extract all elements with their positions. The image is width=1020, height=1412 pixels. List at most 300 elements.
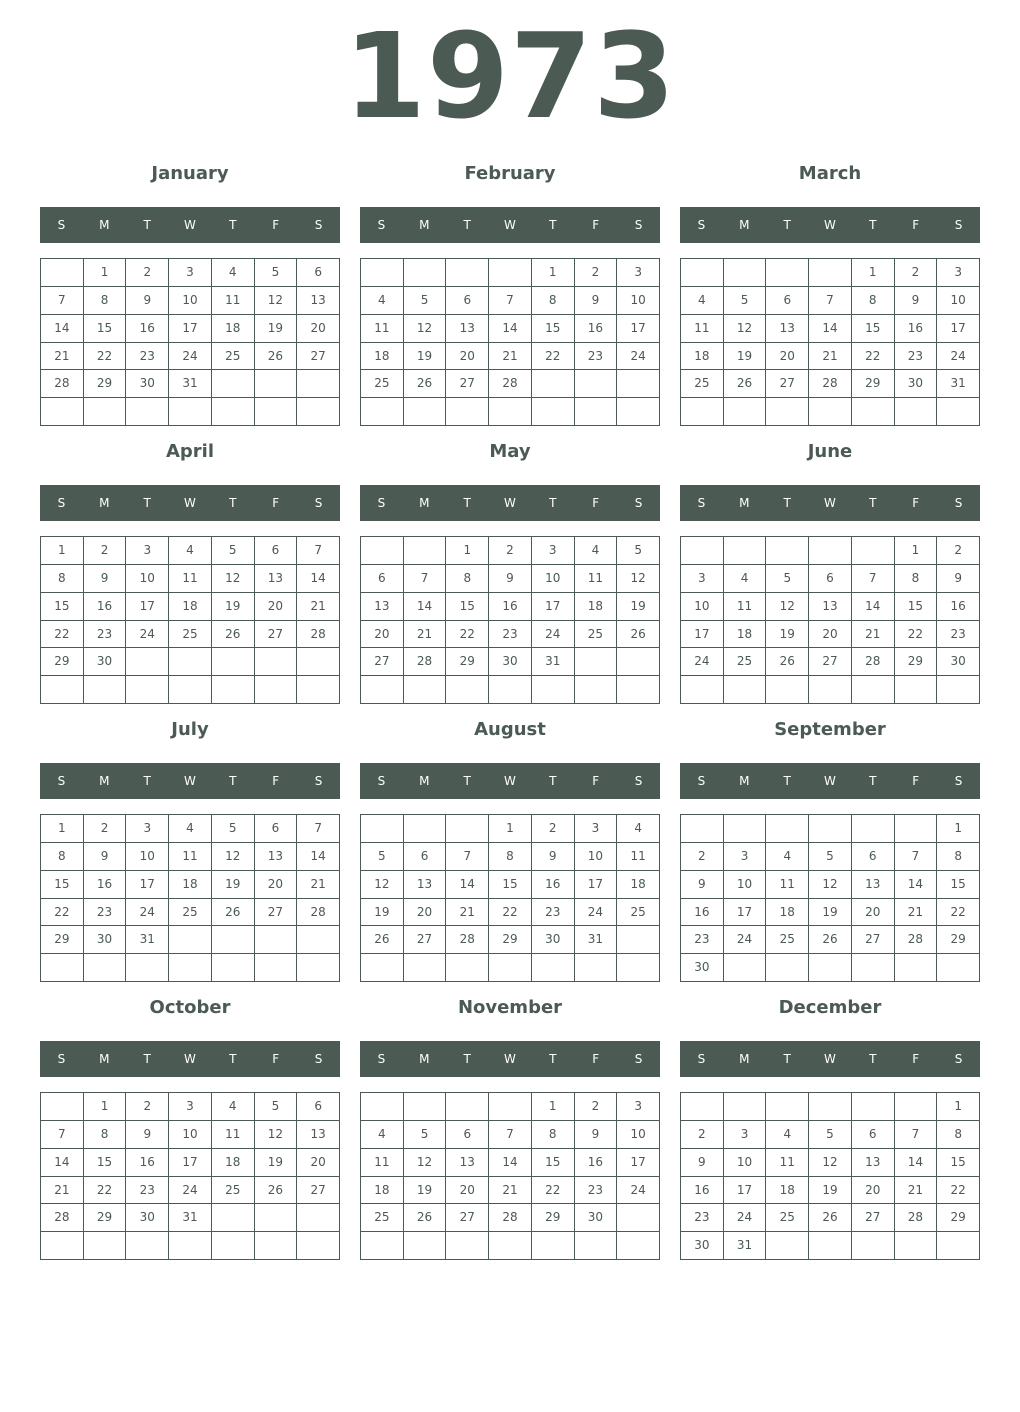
day-cell: 3 bbox=[724, 843, 767, 871]
weekday-label: F bbox=[592, 496, 600, 510]
day-cell: 11 bbox=[575, 565, 618, 593]
empty-cell bbox=[617, 648, 660, 676]
empty-cell bbox=[809, 1232, 852, 1260]
weekday-label: F bbox=[592, 774, 600, 788]
day-cell: 9 bbox=[126, 287, 169, 315]
weekday-label: M bbox=[419, 496, 430, 510]
day-cell: 3 bbox=[617, 1093, 660, 1121]
day-cell: 17 bbox=[681, 621, 724, 649]
day-cell: 20 bbox=[852, 899, 895, 927]
empty-cell bbox=[361, 259, 404, 287]
weekday-label: S bbox=[314, 774, 323, 788]
day-cell: 19 bbox=[255, 1149, 298, 1177]
month-name: March bbox=[798, 163, 862, 184]
empty-cell bbox=[255, 926, 298, 954]
empty-cell bbox=[126, 1232, 169, 1260]
empty-cell bbox=[212, 954, 255, 982]
empty-cell bbox=[895, 1093, 938, 1121]
day-cell: 8 bbox=[446, 565, 489, 593]
day-cell: 2 bbox=[575, 259, 618, 287]
day-grid bbox=[680, 258, 980, 426]
empty-cell bbox=[809, 954, 852, 982]
day-cell: 26 bbox=[212, 899, 255, 927]
weekday-label: T bbox=[869, 1052, 877, 1066]
day-cell: 6 bbox=[255, 537, 298, 565]
day-cell: 22 bbox=[84, 343, 127, 371]
empty-cell bbox=[852, 815, 895, 843]
day-cell: 9 bbox=[895, 287, 938, 315]
day-cell: 4 bbox=[212, 1093, 255, 1121]
day-cell: 22 bbox=[852, 343, 895, 371]
empty-cell bbox=[361, 398, 404, 426]
day-cell: 15 bbox=[84, 315, 127, 343]
day-cell: 23 bbox=[126, 1177, 169, 1205]
day-cell: 27 bbox=[809, 648, 852, 676]
weekday-header bbox=[40, 763, 340, 799]
weekday-label: W bbox=[504, 218, 516, 232]
day-cell: 14 bbox=[809, 315, 852, 343]
day-cell: 17 bbox=[126, 871, 169, 899]
empty-cell bbox=[126, 954, 169, 982]
day-cell: 31 bbox=[575, 926, 618, 954]
day-cell: 28 bbox=[895, 1204, 938, 1232]
day-cell: 25 bbox=[724, 648, 767, 676]
weekday-label: S bbox=[314, 1052, 323, 1066]
day-cell: 13 bbox=[255, 565, 298, 593]
day-cell: 4 bbox=[169, 815, 212, 843]
month-name: June bbox=[807, 441, 853, 462]
day-cell: 5 bbox=[212, 537, 255, 565]
day-cell: 19 bbox=[766, 621, 809, 649]
day-cell: 10 bbox=[169, 287, 212, 315]
day-cell: 26 bbox=[404, 370, 447, 398]
day-cell: 21 bbox=[41, 343, 84, 371]
day-cell: 8 bbox=[489, 843, 532, 871]
day-cell: 19 bbox=[617, 593, 660, 621]
weekday-label: T bbox=[229, 1052, 237, 1066]
empty-cell bbox=[446, 1093, 489, 1121]
day-grid bbox=[680, 814, 980, 982]
day-cell: 27 bbox=[446, 1204, 489, 1232]
weekday-label: S bbox=[314, 218, 323, 232]
day-cell: 14 bbox=[297, 565, 340, 593]
empty-cell bbox=[895, 954, 938, 982]
weekday-label: S bbox=[634, 1052, 643, 1066]
empty-cell bbox=[255, 1232, 298, 1260]
day-cell: 19 bbox=[212, 871, 255, 899]
month-name: September bbox=[774, 719, 886, 740]
day-cell: 28 bbox=[489, 1204, 532, 1232]
empty-cell bbox=[255, 648, 298, 676]
day-cell: 4 bbox=[575, 537, 618, 565]
weekday-label: T bbox=[229, 218, 237, 232]
day-cell: 5 bbox=[255, 1093, 298, 1121]
day-cell: 26 bbox=[766, 648, 809, 676]
day-cell: 2 bbox=[895, 259, 938, 287]
day-cell: 2 bbox=[84, 815, 127, 843]
day-cell: 7 bbox=[41, 287, 84, 315]
empty-cell bbox=[41, 1232, 84, 1260]
day-cell: 10 bbox=[169, 1121, 212, 1149]
day-cell: 5 bbox=[766, 565, 809, 593]
empty-cell bbox=[84, 954, 127, 982]
day-cell: 31 bbox=[169, 1204, 212, 1232]
day-cell: 9 bbox=[681, 1149, 724, 1177]
weekday-header bbox=[680, 763, 980, 799]
day-cell: 2 bbox=[681, 1121, 724, 1149]
empty-cell bbox=[575, 648, 618, 676]
empty-cell bbox=[297, 1232, 340, 1260]
empty-cell bbox=[404, 676, 447, 704]
weekday-label: T bbox=[229, 774, 237, 788]
day-cell: 12 bbox=[361, 871, 404, 899]
day-cell: 22 bbox=[937, 899, 980, 927]
empty-cell bbox=[297, 954, 340, 982]
day-cell: 15 bbox=[446, 593, 489, 621]
year-title: 1973 bbox=[343, 7, 677, 145]
day-cell: 25 bbox=[361, 370, 404, 398]
day-cell: 22 bbox=[895, 621, 938, 649]
empty-cell bbox=[681, 259, 724, 287]
day-cell: 29 bbox=[937, 926, 980, 954]
day-cell: 3 bbox=[532, 537, 575, 565]
weekday-label: T bbox=[869, 218, 877, 232]
day-cell: 5 bbox=[809, 843, 852, 871]
day-cell: 25 bbox=[681, 370, 724, 398]
empty-cell bbox=[575, 1232, 618, 1260]
weekday-label: F bbox=[912, 218, 920, 232]
day-cell: 1 bbox=[446, 537, 489, 565]
empty-cell bbox=[361, 676, 404, 704]
weekday-label: S bbox=[697, 774, 706, 788]
day-cell: 4 bbox=[169, 537, 212, 565]
day-cell: 8 bbox=[852, 287, 895, 315]
weekday-label: S bbox=[634, 218, 643, 232]
day-cell: 3 bbox=[681, 565, 724, 593]
empty-cell bbox=[809, 398, 852, 426]
day-cell: 2 bbox=[681, 843, 724, 871]
weekday-label: F bbox=[272, 774, 280, 788]
day-cell: 6 bbox=[404, 843, 447, 871]
empty-cell bbox=[446, 815, 489, 843]
weekday-label: W bbox=[824, 496, 836, 510]
day-cell: 4 bbox=[681, 287, 724, 315]
day-cell: 11 bbox=[169, 565, 212, 593]
empty-cell bbox=[446, 259, 489, 287]
day-cell: 3 bbox=[169, 259, 212, 287]
day-cell: 17 bbox=[617, 1149, 660, 1177]
day-cell: 17 bbox=[169, 315, 212, 343]
weekday-label: T bbox=[549, 496, 557, 510]
day-cell: 18 bbox=[169, 871, 212, 899]
day-cell: 17 bbox=[575, 871, 618, 899]
empty-cell bbox=[617, 1204, 660, 1232]
day-cell: 11 bbox=[361, 315, 404, 343]
day-cell: 8 bbox=[84, 1121, 127, 1149]
day-cell: 18 bbox=[766, 899, 809, 927]
day-cell: 19 bbox=[809, 899, 852, 927]
empty-cell bbox=[169, 398, 212, 426]
empty-cell bbox=[852, 1232, 895, 1260]
empty-cell bbox=[446, 1232, 489, 1260]
month-name: November bbox=[457, 997, 563, 1018]
day-cell: 29 bbox=[852, 370, 895, 398]
day-cell: 12 bbox=[404, 1149, 447, 1177]
day-cell: 13 bbox=[404, 871, 447, 899]
empty-cell bbox=[255, 370, 298, 398]
weekday-label: F bbox=[912, 774, 920, 788]
day-cell: 14 bbox=[895, 871, 938, 899]
day-cell: 13 bbox=[255, 843, 298, 871]
day-cell: 21 bbox=[297, 593, 340, 621]
day-cell: 30 bbox=[532, 926, 575, 954]
day-cell: 13 bbox=[852, 871, 895, 899]
day-cell: 26 bbox=[724, 370, 767, 398]
day-cell: 21 bbox=[41, 1177, 84, 1205]
empty-cell bbox=[724, 676, 767, 704]
empty-cell bbox=[766, 259, 809, 287]
empty-cell bbox=[404, 537, 447, 565]
weekday-label: S bbox=[377, 218, 386, 232]
day-cell: 1 bbox=[41, 537, 84, 565]
day-cell: 1 bbox=[84, 259, 127, 287]
day-cell: 23 bbox=[681, 926, 724, 954]
day-cell: 19 bbox=[255, 315, 298, 343]
weekday-label: M bbox=[739, 218, 750, 232]
empty-cell bbox=[724, 815, 767, 843]
day-cell: 26 bbox=[255, 1177, 298, 1205]
empty-cell bbox=[724, 259, 767, 287]
weekday-label: T bbox=[143, 218, 151, 232]
day-cell: 28 bbox=[489, 370, 532, 398]
day-cell: 23 bbox=[84, 621, 127, 649]
day-cell: 11 bbox=[766, 871, 809, 899]
empty-cell bbox=[617, 1232, 660, 1260]
day-cell: 14 bbox=[297, 843, 340, 871]
day-cell: 10 bbox=[617, 1121, 660, 1149]
month-name: July bbox=[171, 719, 209, 740]
empty-cell bbox=[852, 1093, 895, 1121]
day-cell: 2 bbox=[126, 259, 169, 287]
day-cell: 26 bbox=[404, 1204, 447, 1232]
day-cell: 27 bbox=[297, 1177, 340, 1205]
day-cell: 24 bbox=[126, 899, 169, 927]
day-cell: 5 bbox=[212, 815, 255, 843]
day-cell: 19 bbox=[361, 899, 404, 927]
day-cell: 16 bbox=[489, 593, 532, 621]
day-cell: 27 bbox=[297, 343, 340, 371]
day-cell: 27 bbox=[255, 621, 298, 649]
day-cell: 4 bbox=[212, 259, 255, 287]
day-cell: 11 bbox=[766, 1149, 809, 1177]
day-cell: 5 bbox=[809, 1121, 852, 1149]
day-grid bbox=[40, 258, 340, 426]
empty-cell bbox=[617, 954, 660, 982]
day-cell: 8 bbox=[937, 1121, 980, 1149]
day-cell: 18 bbox=[575, 593, 618, 621]
day-cell: 27 bbox=[361, 648, 404, 676]
day-cell: 23 bbox=[937, 621, 980, 649]
day-cell: 22 bbox=[532, 343, 575, 371]
empty-cell bbox=[297, 926, 340, 954]
empty-cell bbox=[681, 676, 724, 704]
day-cell: 16 bbox=[895, 315, 938, 343]
day-grid bbox=[360, 814, 660, 982]
day-cell: 6 bbox=[297, 259, 340, 287]
day-cell: 7 bbox=[297, 537, 340, 565]
day-cell: 19 bbox=[809, 1177, 852, 1205]
weekday-header bbox=[680, 207, 980, 243]
weekday-label: M bbox=[739, 496, 750, 510]
day-cell: 14 bbox=[489, 1149, 532, 1177]
day-cell: 26 bbox=[212, 621, 255, 649]
empty-cell bbox=[575, 398, 618, 426]
day-cell: 10 bbox=[681, 593, 724, 621]
day-cell: 16 bbox=[126, 315, 169, 343]
day-cell: 10 bbox=[937, 287, 980, 315]
empty-cell bbox=[41, 954, 84, 982]
day-cell: 26 bbox=[255, 343, 298, 371]
empty-cell bbox=[489, 398, 532, 426]
day-cell: 2 bbox=[575, 1093, 618, 1121]
day-grid bbox=[360, 258, 660, 426]
day-cell: 30 bbox=[681, 954, 724, 982]
empty-cell bbox=[937, 398, 980, 426]
day-grid bbox=[360, 1092, 660, 1260]
day-cell: 30 bbox=[575, 1204, 618, 1232]
day-cell: 22 bbox=[84, 1177, 127, 1205]
empty-cell bbox=[532, 1232, 575, 1260]
day-cell: 23 bbox=[126, 343, 169, 371]
day-cell: 3 bbox=[617, 259, 660, 287]
empty-cell bbox=[212, 926, 255, 954]
weekday-label: T bbox=[783, 1052, 791, 1066]
empty-cell bbox=[809, 676, 852, 704]
day-cell: 6 bbox=[446, 287, 489, 315]
day-cell: 22 bbox=[446, 621, 489, 649]
empty-cell bbox=[617, 926, 660, 954]
weekday-label: S bbox=[954, 1052, 963, 1066]
empty-cell bbox=[532, 676, 575, 704]
day-cell: 9 bbox=[575, 1121, 618, 1149]
day-cell: 3 bbox=[575, 815, 618, 843]
weekday-label: S bbox=[954, 774, 963, 788]
weekday-label: F bbox=[272, 218, 280, 232]
weekday-label: M bbox=[99, 496, 110, 510]
empty-cell bbox=[766, 954, 809, 982]
day-cell: 3 bbox=[126, 537, 169, 565]
day-cell: 1 bbox=[937, 1093, 980, 1121]
day-cell: 21 bbox=[895, 1177, 938, 1205]
day-cell: 25 bbox=[169, 899, 212, 927]
weekday-header bbox=[680, 1041, 980, 1077]
weekday-label: S bbox=[377, 1052, 386, 1066]
day-cell: 19 bbox=[404, 1177, 447, 1205]
day-cell: 12 bbox=[766, 593, 809, 621]
day-cell: 4 bbox=[361, 287, 404, 315]
day-cell: 13 bbox=[766, 315, 809, 343]
day-cell: 11 bbox=[361, 1149, 404, 1177]
empty-cell bbox=[84, 398, 127, 426]
month-name: August bbox=[474, 719, 546, 740]
month-name: April bbox=[165, 441, 215, 462]
empty-cell bbox=[446, 676, 489, 704]
day-cell: 28 bbox=[446, 926, 489, 954]
empty-cell bbox=[766, 1232, 809, 1260]
empty-cell bbox=[126, 676, 169, 704]
day-cell: 15 bbox=[41, 871, 84, 899]
day-cell: 6 bbox=[255, 815, 298, 843]
weekday-label: S bbox=[57, 496, 66, 510]
weekday-label: F bbox=[912, 1052, 920, 1066]
day-cell: 18 bbox=[724, 621, 767, 649]
day-cell: 23 bbox=[575, 343, 618, 371]
day-cell: 1 bbox=[41, 815, 84, 843]
day-cell: 28 bbox=[297, 621, 340, 649]
day-cell: 13 bbox=[297, 287, 340, 315]
empty-cell bbox=[895, 815, 938, 843]
day-cell: 23 bbox=[575, 1177, 618, 1205]
day-cell: 13 bbox=[446, 1149, 489, 1177]
day-cell: 9 bbox=[532, 843, 575, 871]
day-cell: 30 bbox=[126, 1204, 169, 1232]
empty-cell bbox=[126, 398, 169, 426]
empty-cell bbox=[489, 259, 532, 287]
day-cell: 13 bbox=[361, 593, 404, 621]
empty-cell bbox=[361, 954, 404, 982]
day-cell: 6 bbox=[297, 1093, 340, 1121]
day-cell: 15 bbox=[489, 871, 532, 899]
weekday-label: T bbox=[229, 496, 237, 510]
empty-cell bbox=[41, 1093, 84, 1121]
day-cell: 12 bbox=[617, 565, 660, 593]
day-cell: 29 bbox=[532, 1204, 575, 1232]
day-cell: 9 bbox=[681, 871, 724, 899]
weekday-label: T bbox=[463, 1052, 471, 1066]
day-cell: 4 bbox=[724, 565, 767, 593]
day-cell: 31 bbox=[937, 370, 980, 398]
weekday-label: M bbox=[739, 774, 750, 788]
day-cell: 3 bbox=[169, 1093, 212, 1121]
day-cell: 24 bbox=[575, 899, 618, 927]
day-cell: 9 bbox=[489, 565, 532, 593]
weekday-label: S bbox=[57, 218, 66, 232]
day-cell: 24 bbox=[126, 621, 169, 649]
empty-cell bbox=[212, 676, 255, 704]
empty-cell bbox=[404, 1232, 447, 1260]
day-cell: 30 bbox=[489, 648, 532, 676]
day-cell: 27 bbox=[852, 926, 895, 954]
day-cell: 14 bbox=[489, 315, 532, 343]
day-cell: 13 bbox=[852, 1149, 895, 1177]
empty-cell bbox=[532, 370, 575, 398]
day-cell: 6 bbox=[852, 843, 895, 871]
empty-cell bbox=[852, 954, 895, 982]
day-cell: 23 bbox=[489, 621, 532, 649]
day-cell: 30 bbox=[84, 926, 127, 954]
empty-cell bbox=[724, 1093, 767, 1121]
weekday-label: M bbox=[739, 1052, 750, 1066]
empty-cell bbox=[297, 648, 340, 676]
day-cell: 1 bbox=[489, 815, 532, 843]
empty-cell bbox=[852, 537, 895, 565]
day-cell: 8 bbox=[41, 843, 84, 871]
empty-cell bbox=[212, 398, 255, 426]
empty-cell bbox=[255, 1204, 298, 1232]
empty-cell bbox=[255, 398, 298, 426]
day-grid bbox=[680, 1092, 980, 1260]
weekday-header bbox=[360, 763, 660, 799]
